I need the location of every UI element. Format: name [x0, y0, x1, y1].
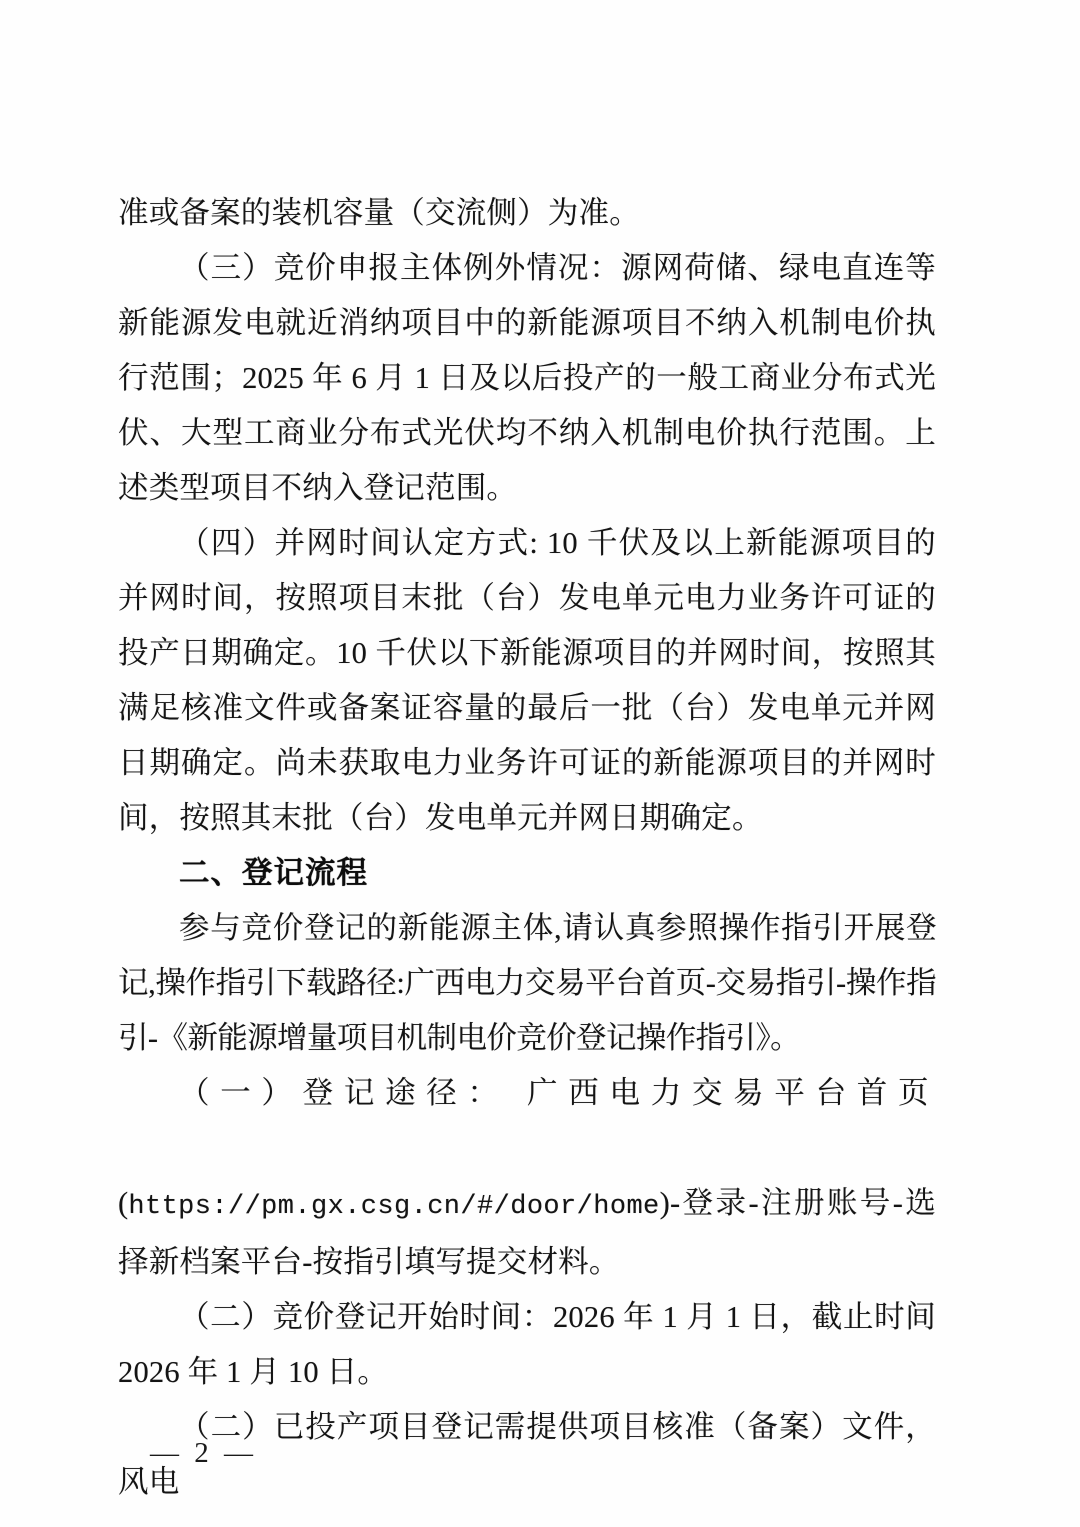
paragraph-continued-top: 准或备案的装机容量（交流侧）为准。: [118, 196, 640, 230]
paragraph-item-three: （三）竞价申报主体例外情况：源网荷储、绿电直连等新能源发电就近消纳项目中的新能源项目不纳入机制电价执行范围；2025 年 6 月 1 日及以后投产的一般工商业分布式光伏、大型工商业分布式光伏均不纳入机制电价执行范围。上述类型项目不纳入登记范围。: [118, 251, 936, 505]
url-close-paren: ): [659, 1186, 671, 1220]
registration-path-lead: （一）登记途径： 广西电力交易平台首页: [179, 1076, 936, 1110]
paragraph-registration-time: （二）竞价登记开始时间：2026 年 1 月 1 日，截止时间 2026 年 1 月 10 日。: [118, 1300, 936, 1389]
page-number-footer: — 2 —: [150, 1437, 257, 1469]
url-open-paren: (: [118, 1186, 129, 1220]
registration-path-tail: -登录-注册账号-选择新档案平台-按指引填写提交材料。: [118, 1186, 936, 1279]
paragraph-registration-path: [118, 1066, 936, 1290]
section-heading-registration-process: 二、登记流程: [179, 856, 368, 890]
paragraph-materials-requirement: （二）已投产项目登记需提供项目核准（备案）文件，风电: [118, 1410, 936, 1499]
paragraph-registration-intro: 参与竞价登记的新能源主体,请认真参照操作指引开展登记,操作指引下载路径:广西电力交易平台首页-交易指引-操作指引-《新能源增量项目机制电价竞价登记操作指引》。: [118, 911, 936, 1055]
paragraph-item-four: （四）并网时间认定方式: 10 千伏及以上新能源项目的并网时间，按照项目末批（台）发电单元电力业务许可证的投产日期确定。10 千伏以下新能源项目的并网时间，按照其满足核准文件或备案证容量的最后一批（台）发电单元并网日期确定。尚未获取电力业务许可证的新能源项目的并网时间，按照其末批（台）发电单元并网日期确定。: [118, 526, 936, 835]
document-body: [118, 186, 936, 1510]
registration-url: https://pm.gx.csg.cn/#/door/home: [128, 1192, 660, 1222]
